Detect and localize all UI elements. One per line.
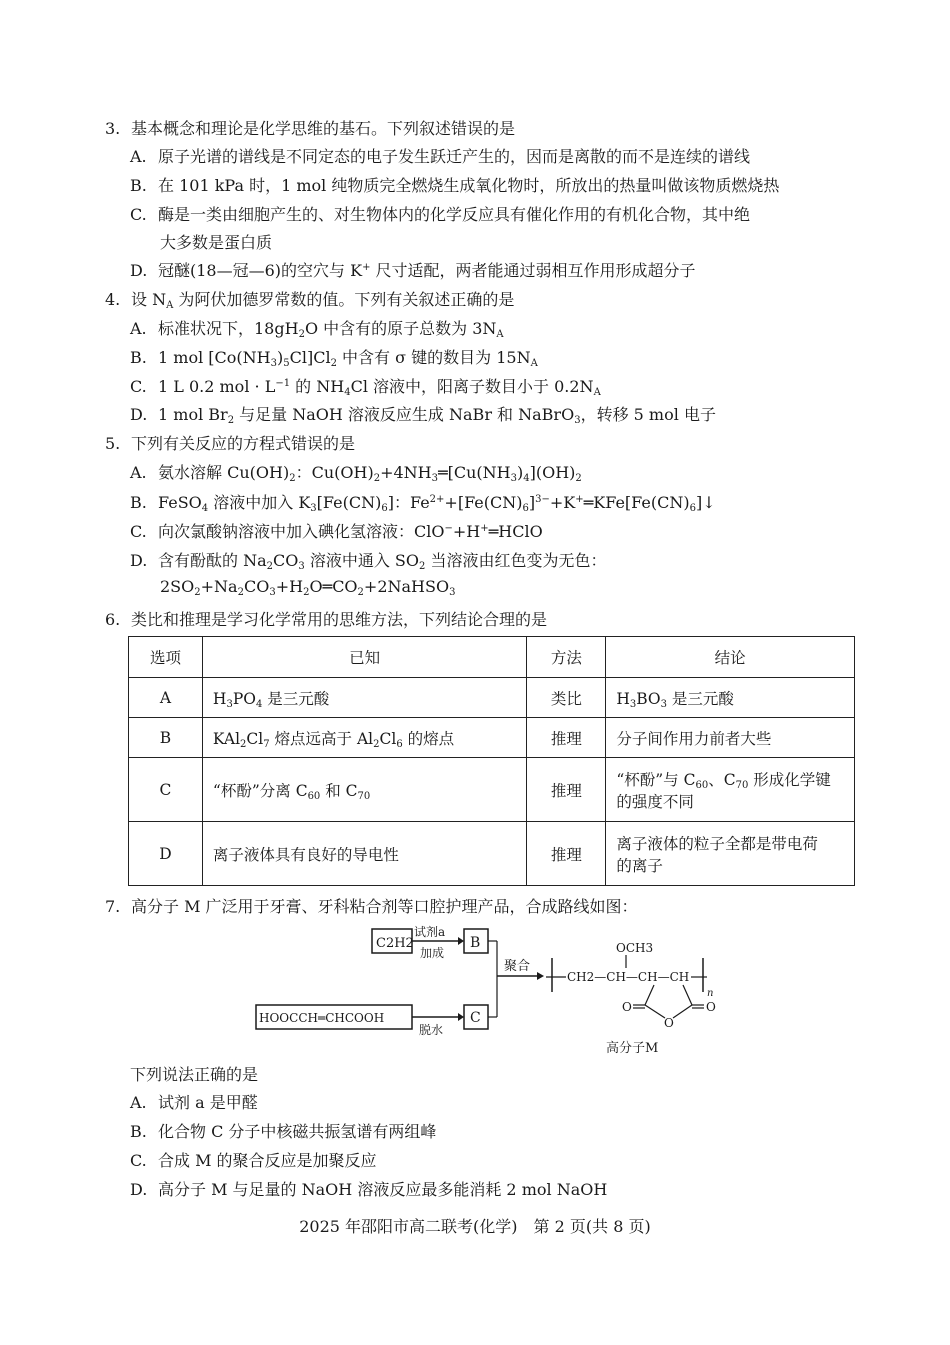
ring-bond-4 — [673, 1005, 692, 1018]
question-5-stem: 5. 下列有关反应的方程式错误的是 — [105, 434, 356, 453]
reagent-a-label: 试剂a — [414, 925, 446, 939]
row-option: A — [129, 678, 203, 718]
arrow-2-head — [458, 1013, 464, 1021]
maleic-acid-label: HOOCCH═CHCOOH — [259, 1011, 385, 1025]
row-known: 离子液体具有良好的导电性 — [202, 822, 527, 886]
question-7-stem: 7. 高分子 M 广泛用于牙膏、牙科粘合剂等口腔护理产品，合成路线如图： — [105, 897, 638, 916]
header-known: 已知 — [202, 637, 527, 678]
question-3-stem: 3. 基本概念和理论是化学思维的基石。下列叙述错误的是 — [105, 119, 516, 138]
och3-label: OCH3 — [616, 941, 654, 955]
row-option: B — [129, 718, 203, 758]
arrow-polymerize-head — [537, 972, 544, 980]
b-label: B — [470, 935, 481, 951]
polymer-chain-label: CH2—CH—CH—CH — [567, 970, 690, 984]
row-known: $KAl_2Cl_7$ 熔点远高于 $Al_2Cl_6$ 的熔点 — [202, 718, 527, 758]
cond-addition-label: 加成 — [420, 946, 445, 960]
n-label: n — [707, 988, 714, 999]
page-footer: 2025 年邵阳市高二联考(化学) 第 2 页(共 8 页) — [299, 1217, 651, 1236]
row-method: 类比 — [527, 678, 606, 718]
q5-option-d-equation: $2SO_2+Na_2CO_3+H_2O═CO_2+2NaHSO_3$ — [160, 577, 456, 598]
cond-dehydration-label: 脱水 — [419, 1023, 444, 1037]
q5-option-a: A. 氨水溶解 $Cu(OH)_2$：$Cu(OH)_2+4NH_3═[Cu(NH_3)_4](OH)_2$ — [130, 463, 582, 484]
q4-option-d: D. 1 mol $Br_2$ 与足量 NaOH 溶液反应生成 NaBr 和 NaBrO$_3$，转移 5 mol 电子 — [130, 405, 716, 426]
q3-option-c-cont: 大多数是蛋白质 — [160, 233, 273, 252]
row-known: $H_3PO_4$ 是三元酸 — [202, 678, 527, 718]
q7-option-c: C. 合成 M 的聚合反应是加聚反应 — [130, 1151, 377, 1170]
row-conclusion: “杯酚”与 $C_{60}$、$C_{70}$ 形成化学键 的强度不同 — [606, 758, 855, 822]
carbonyl-o-left: O — [622, 1000, 632, 1014]
ring-bond-1 — [645, 985, 654, 1005]
row-method: 推理 — [527, 758, 606, 822]
q5-option-c: C. 向次氯酸钠溶液中加入碘化氢溶液：ClO−+H+═HClO — [130, 522, 543, 541]
row-option: D — [129, 822, 203, 886]
header-conclusion: 结论 — [606, 637, 855, 678]
q7-substem: 下列说法正确的是 — [130, 1065, 259, 1084]
ring-bond-2 — [683, 985, 692, 1005]
question-4-stem: 4. 设 $N_A$ 为阿伏加德罗常数的值。下列有关叙述正确的是 — [105, 290, 515, 311]
row-conclusion: 分子间作用力前者大些 — [606, 718, 855, 758]
carbonyl-o-right: O — [706, 1000, 716, 1014]
q7-option-b: B. 化合物 C 分子中核磁共振氢谱有两组峰 — [130, 1122, 437, 1141]
row-conclusion: $H_3BO_3$ 是三元酸 — [606, 678, 855, 718]
header-method: 方法 — [527, 637, 606, 678]
q3-option-b: B. 在 101 kPa 时，1 mol 纯物质完全燃烧生成氧化物时，所放出的热量叫做该物质燃烧热 — [130, 176, 780, 195]
row-known: “杯酚”分离 $C_{60}$ 和 $C_{70}$ — [202, 758, 527, 822]
polymerize-label: 聚合 — [504, 959, 531, 974]
question-6-stem: 6. 类比和推理是学习化学常用的思维方法，下列结论合理的是 — [105, 610, 548, 629]
q5-option-b: B. FeSO$_4$ 溶液中加入 $K_3[Fe(CN)_6]$：$Fe^{2+}+[Fe(CN)_6]^{3-}+K^+═KFe[Fe(CN)_6]↓$ — [130, 493, 716, 514]
c2h2-label: C2H2 — [376, 936, 414, 951]
arrow-1-head — [458, 937, 464, 945]
c-label: C — [470, 1010, 481, 1026]
row-option: C — [129, 758, 203, 822]
q7-option-a: A. 试剂 a 是甲醛 — [130, 1093, 258, 1112]
row-conclusion: 离子液体的粒子全都是带电荷 的离子 — [606, 822, 855, 886]
ring-oxygen-label: O — [664, 1016, 674, 1030]
q3-option-c: C. 酶是一类由细胞产生的、对生物体内的化学反应具有催化作用的有机化合物，其中绝 — [130, 205, 751, 224]
q7-option-d: D. 高分子 M 与足量的 NaOH 溶液反应最多能消耗 2 mol NaOH — [130, 1180, 608, 1199]
q4-option-c: C. 1 L 0.2 mol · $L^{-1}$ 的 $NH_4Cl$ 溶液中，阳离子数目小于 $0.2N_A$ — [130, 377, 601, 398]
q3-option-d: D. 冠醚(18—冠—6)的空穴与 K+ 尺寸适配，两者能通过弱相互作用形成超分子 — [130, 261, 696, 280]
ring-bond-3 — [645, 1005, 665, 1018]
q5-option-d: D. 含有酚酞的 $Na_2CO_3$ 溶液中通入 $SO_2$ 当溶液由红色变为无色： — [130, 551, 607, 572]
q3-option-a: A. 原子光谱的谱线是不同定态的电子发生跃迁产生的，因而是离散的而不是连续的谱线 — [130, 147, 751, 166]
row-method: 推理 — [527, 822, 606, 886]
q4-option-a: A. 标准状况下，$18gH_2O$ 中含有的原子总数为 $3N_A$ — [130, 319, 504, 340]
q4-option-b: B. 1 mol $[Co(NH_3)_5Cl]Cl_2$ 中含有 σ 键的数目为 $15N_A$ — [130, 348, 538, 369]
row-method: 推理 — [527, 718, 606, 758]
polymer-m-caption: 高分子M — [606, 1041, 659, 1056]
header-option: 选项 — [129, 637, 203, 678]
